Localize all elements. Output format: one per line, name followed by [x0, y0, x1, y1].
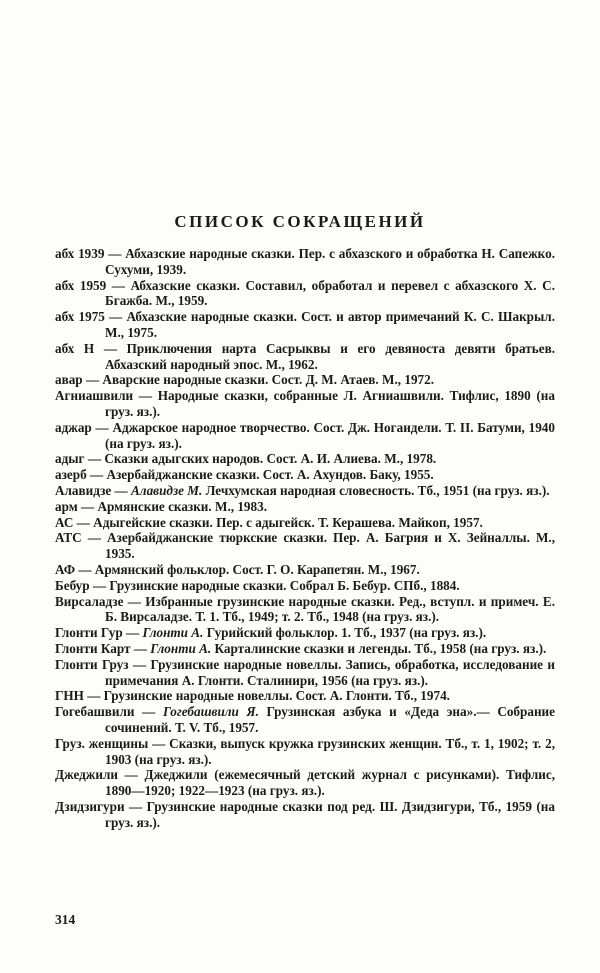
- abbreviation-entry: [55, 767, 555, 799]
- abbreviation-entry: [55, 372, 555, 388]
- abbreviation-entry: [55, 278, 555, 310]
- entry-text: Алавидзе —: [55, 482, 132, 498]
- entry-text: АС — Адыгейские сказки. Пер. с адыгейск. Т. Керашева. Майкоп, 1957.: [55, 514, 483, 530]
- entry-text: Гурийский фольклор. 1. Тб., 1937 (на груз. яз.).: [203, 625, 487, 641]
- abbreviation-entry: [55, 625, 555, 641]
- entry-author-italic: Гогебашвили Я.: [162, 704, 259, 720]
- abbreviation-list: [55, 246, 555, 830]
- entry-text: АТС — Азербайджанские тюркские сказки. Пер. А. Багрия и Х. Зейналлы. М., 1935.: [55, 530, 555, 562]
- entry-author-italic: Глонти А.: [142, 625, 204, 641]
- entry-text: Гогебашвили —: [55, 704, 163, 720]
- abbreviation-entry: [55, 467, 555, 483]
- abbreviation-entry: [55, 515, 555, 531]
- entry-text: Лечхумская народная словесность. Тб., 1951 (на груз. яз.).: [202, 482, 550, 498]
- entry-author-italic: Алавидзе М.: [131, 482, 203, 498]
- abbreviation-entry: [55, 688, 555, 704]
- entry-text: абх 1975 — Абхазские народные сказки. Сост. и автор примечаний К. С. Шакрыл. М., 1975.: [55, 309, 555, 340]
- entry-text: Грузинская азбука и «Деда эна».— Собрание сочинений. Т. V. Тб., 1957.: [105, 704, 556, 735]
- abbreviation-entry: [55, 641, 555, 657]
- page-title: СПИСОК СОКРАЩЕНИЙ: [174, 212, 426, 232]
- abbreviation-entry: [55, 388, 555, 420]
- abbreviation-entry: [55, 309, 555, 341]
- entry-text: абх 1939 — Абхазские народные сказки. Пер. с абхазского и обработка Н. Сапежко. Сухуми, 1939.: [55, 246, 555, 277]
- abbreviation-entry: [55, 341, 555, 373]
- entry-text: Агниашвили — Народные сказки, собранные Л. Агниашвили. Тифлис, 1890 (на груз. яз.).: [55, 388, 555, 419]
- abbreviation-entry: [55, 483, 555, 499]
- entry-text: авар — Аварские народные сказки. Сост. Д. М. Атаев. М., 1972.: [55, 372, 435, 388]
- abbreviation-entry: [55, 451, 555, 467]
- abbreviation-entry: [55, 562, 555, 578]
- entry-text: ГНН — Грузинские народные новеллы. Сост. А. Глонти. Тб., 1974.: [55, 688, 450, 704]
- entry-text: абх Н — Приключения нарта Сасрыквы и его девяноста девяти братьев. Абхазский народный эпос. М., 1962.: [55, 340, 555, 372]
- entry-text: абх 1959 — Абхазские сказки. Составил, обработал и перевел с абхазского Х. С. Бгажба. М., 1959.: [55, 277, 555, 309]
- entry-text: Бебур — Грузинские народные сказки. Собрал Б. Бебур. СПб., 1884.: [55, 577, 460, 593]
- abbreviation-entry: [55, 246, 555, 278]
- entry-text: Джеджили — Джеджили (ежемесячный детский журнал с рисунками). Тифлис, 1890—1920; 1922—1923 (на груз. яз.).: [55, 767, 555, 799]
- entry-text: Дзидзигури — Грузинские народные сказки под ред. Ш. Дзидзигури, Тб., 1959 (на груз. яз.).: [55, 798, 555, 830]
- page-number: 314: [55, 912, 76, 927]
- entry-text: Вирсаладзе — Избранные грузинские народные сказки. Ред., вступл. и примеч. Е. Б. Вирсаладзе. Т. 1. Тб., 1949; т. 2. Тб., 1948 (на груз. яз.).: [55, 593, 555, 625]
- entry-text: аджар — Аджарское народное творчество. Сост. Дж. Ногаидели. Т. II. Батуми, 1940 (на груз. яз.).: [55, 419, 555, 451]
- abbreviation-entry: [55, 799, 555, 831]
- abbreviation-entry: [55, 499, 555, 515]
- abbreviation-entry: [55, 530, 555, 562]
- abbreviation-entry: [55, 578, 555, 594]
- entry-author-italic: Глонти А.: [150, 640, 212, 656]
- entry-text: азерб — Азербайджанские сказки. Сост. А. Ахундов. Баку, 1955.: [55, 467, 434, 483]
- abbreviation-entry: [55, 657, 555, 689]
- entry-text: Глонти Гур —: [55, 625, 143, 641]
- entry-text: АФ — Армянский фольклор. Сост. Г. О. Карапетян. М., 1967.: [55, 561, 420, 577]
- entry-text: адыг — Сказки адыгских народов. Сост. А. И. Алиева. М., 1978.: [55, 451, 437, 467]
- abbreviation-entry: [55, 704, 555, 736]
- entry-text: Карталинские сказки и легенды. Тб., 1958 (на груз. яз.).: [211, 640, 547, 656]
- abbreviation-entry: [55, 420, 555, 452]
- entry-text: Груз. женщины — Сказки, выпуск кружка грузинских женщин. Тб., т. 1, 1902; т. 2, 1903 (на груз. яз.).: [55, 735, 555, 767]
- entry-text: арм — Армянские сказки. М., 1983.: [55, 498, 268, 514]
- entry-text: Глонти Карт —: [55, 640, 151, 656]
- abbreviation-entry: [55, 736, 555, 768]
- entry-text: Глонти Груз — Грузинские народные новеллы. Запись, обработка, исследование и примечания А. Глонти. Сталинири, 1956 (на груз. яз.).: [55, 656, 555, 688]
- abbreviation-entry: [55, 594, 555, 626]
